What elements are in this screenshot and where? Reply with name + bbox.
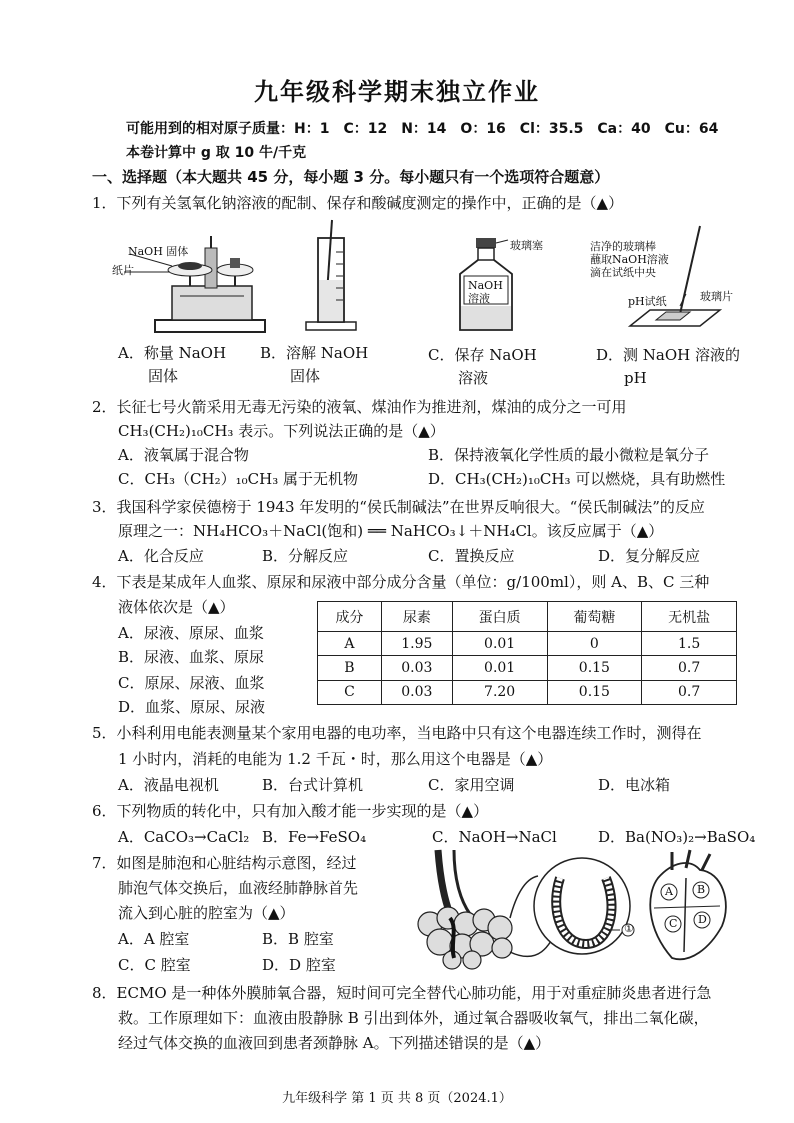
page-title: 九年级科学期末独立作业 (254, 78, 540, 106)
q3-option-d[interactable]: D．复分解反应 (598, 547, 701, 565)
table-cell: B (318, 656, 382, 680)
q6-option-c[interactable]: C．NaOH→NaCl (432, 828, 557, 846)
lung-heart-figure (410, 848, 750, 970)
q8-stem-3: 经过气体交换的血液回到患者颈静脉 A。下列描述错误的是（▲） (118, 1034, 551, 1052)
composition-table (317, 601, 737, 705)
table-cell: C (318, 680, 382, 704)
table-cell: 0 (547, 632, 642, 656)
q3-stem-1: 3．我国科学家侯德榜于 1943 年发明的“侯氏制碱法”在世界反响很大。“侯氏制碱法”的反应 (92, 498, 705, 516)
q4-option-a[interactable]: A．尿液、原尿、血浆 (118, 624, 264, 642)
q2-option-c[interactable]: C．CH₃（CH₂）₁₀CH₃ 属于无机物 (118, 470, 358, 488)
q1-option-a[interactable]: A．称量 NaOH 固体 (118, 344, 227, 385)
heart-label-d: D (698, 913, 707, 926)
table-header-cell: 无机盐 (642, 602, 737, 632)
q5-option-c[interactable]: C．家用空调 (428, 776, 515, 794)
cylinder-figure (300, 218, 360, 338)
q2-stem-1: 2．长征七号火箭采用无毒无污染的液氧、煤油作为推进剂，煤油的成分之一可用 (92, 398, 627, 416)
q1-option-b[interactable]: B．溶解 NaOH 固体 (260, 344, 369, 385)
table-cell: 7.20 (452, 680, 547, 704)
q5-option-d[interactable]: D．电冰箱 (598, 776, 671, 794)
table-cell: A (318, 632, 382, 656)
table-cell: 0.01 (452, 656, 547, 680)
q6-option-d[interactable]: D．Ba(NO₃)₂→BaSO₄ (598, 828, 756, 846)
q4-option-d[interactable]: D．血浆、原尿、尿液 (118, 698, 266, 716)
table-cell: 0.01 (452, 632, 547, 656)
q8-stem-1: 8．ECMO 是一种体外膜肺氧合器，短时间可完全替代心肺功能，用于对重症肺炎患者进行急 (92, 984, 712, 1002)
table-cell: 0.7 (642, 680, 737, 704)
q1-stem: 1．下列有关氢氧化钠溶液的配制、保存和酸碱度测定的操作中，正确的是（▲） (92, 194, 624, 212)
q4-stem-1: 4．下表是某成年人血浆、原尿和尿液中部分成分含量（单位：g/100ml），则 A、B、C 三种 (92, 573, 710, 591)
g-note: 本卷计算中 g 取 10 牛/千克 (126, 145, 307, 161)
q5-stem-2: 1 小时内，消耗的电能为 1.2 千瓦・时，那么用这个电器是（▲） (118, 750, 553, 768)
q2-option-d[interactable]: D．CH₃(CH₂)₁₀CH₃ 可以燃烧，具有助燃性 (428, 470, 726, 488)
ph-paper-label: pH试纸 (628, 295, 667, 308)
heart-label-a: A (665, 885, 673, 898)
bottle-label: NaOH 溶液 (468, 279, 503, 305)
paper-label: 纸片 (112, 264, 134, 277)
table-header-cell: 葡萄糖 (547, 602, 642, 632)
heart-label-c: C (669, 917, 678, 930)
q2-stem-2: CH₃(CH₂)₁₀CH₃ 表示。下列说法正确的是（▲） (118, 422, 445, 440)
table-row (318, 680, 737, 704)
q1-option-c[interactable]: C．保存 NaOH 溶液 (428, 346, 537, 387)
q3-option-b[interactable]: B．分解反应 (262, 547, 349, 565)
q5-option-b[interactable]: B．台式计算机 (262, 776, 364, 794)
q7-option-a[interactable]: A．A 腔室 (118, 930, 190, 948)
table-header-cell: 尿素 (381, 602, 452, 632)
table-cell: 1.95 (381, 632, 452, 656)
table-row (318, 656, 737, 680)
table-row (318, 632, 737, 656)
table-cell: 0.15 (547, 656, 642, 680)
q8-stem-2: 救。工作原理如下：血液由股静脉 B 引出到体外，通过氧合器吸收氧气，排出二氧化碳， (118, 1009, 709, 1027)
q4-option-b[interactable]: B．尿液、血浆、原尿 (118, 648, 265, 666)
q2-option-b[interactable]: B．保持液氧化学性质的最小微粒是氧分子 (428, 446, 710, 464)
page-footer: 九年级科学 第 1 页 共 8 页（2024.1） (282, 1091, 512, 1106)
q5-stem-1: 5．小科利用电能表测量某个家用电器的电功率，当电路中只有这个电器连续工作时，测得在 (92, 724, 702, 742)
section-heading: 一、选择题（本大题共 45 分，每小题 3 分。每小题只有一个选项符合题意） (92, 168, 610, 186)
q6-stem: 6．下列物质的转化中，只有加入酸才能一步实现的是（▲） (92, 802, 489, 820)
q3-stem-2: 原理之一：NH₄HCO₃＋NaCl(饱和) ══ NaHCO₃↓＋NH₄Cl。该反应属于（▲） (118, 522, 664, 540)
table-header-cell: 成分 (318, 602, 382, 632)
q2-option-a[interactable]: A．液氧属于混合物 (118, 446, 249, 464)
q4-stem-2: 液体依次是（▲） (118, 598, 235, 616)
q7-stem-1: 7．如图是肺泡和心脏结构示意图，经过 (92, 854, 357, 872)
atomic-masses: 可能用到的相对原子质量：H：1 C：12 N：14 O：16 Cl：35.5 Ca：40 Cu：64 (126, 121, 719, 137)
q1-option-d[interactable]: D．测 NaOH 溶液的 pH (596, 346, 741, 387)
q7-stem-3: 流入到心脏的腔室为（▲） (118, 904, 295, 922)
table-cell: 0.03 (381, 656, 452, 680)
q5-option-a[interactable]: A．液晶电视机 (118, 776, 219, 794)
q7-stem-2: 肺泡气体交换后，血液经肺静脉首先 (118, 879, 359, 897)
table-cell: 0.7 (642, 656, 737, 680)
q7-option-c[interactable]: C．C 腔室 (118, 956, 191, 974)
table-cell: 0.15 (547, 680, 642, 704)
glass-slide-label: 玻璃片 (700, 290, 733, 303)
q7-option-b[interactable]: B．B 腔室 (262, 930, 334, 948)
q6-option-b[interactable]: B．Fe→FeSO₄ (262, 828, 367, 846)
q6-option-a[interactable]: A．CaCO₃→CaCl₂ (118, 828, 250, 846)
dropper-note: 洁净的玻璃棒 蘸取NaOH溶液 滴在试纸中央 (590, 240, 669, 279)
table-cell: 1.5 (642, 632, 737, 656)
glass-stopper-label: 玻璃塞 (510, 239, 543, 252)
naoh-solid-label: NaOH 固体 (128, 245, 189, 258)
q3-option-c[interactable]: C．置换反应 (428, 547, 515, 565)
circle-one-label: ① (624, 922, 634, 935)
q3-option-a[interactable]: A．化合反应 (118, 547, 204, 565)
q7-option-d[interactable]: D．D 腔室 (262, 956, 336, 974)
table-header-cell: 蛋白质 (452, 602, 547, 632)
q4-option-c[interactable]: C．原尿、尿液、血浆 (118, 674, 265, 692)
table-header-row (318, 602, 737, 632)
table-cell: 0.03 (381, 680, 452, 704)
heart-label-b: B (697, 883, 706, 896)
